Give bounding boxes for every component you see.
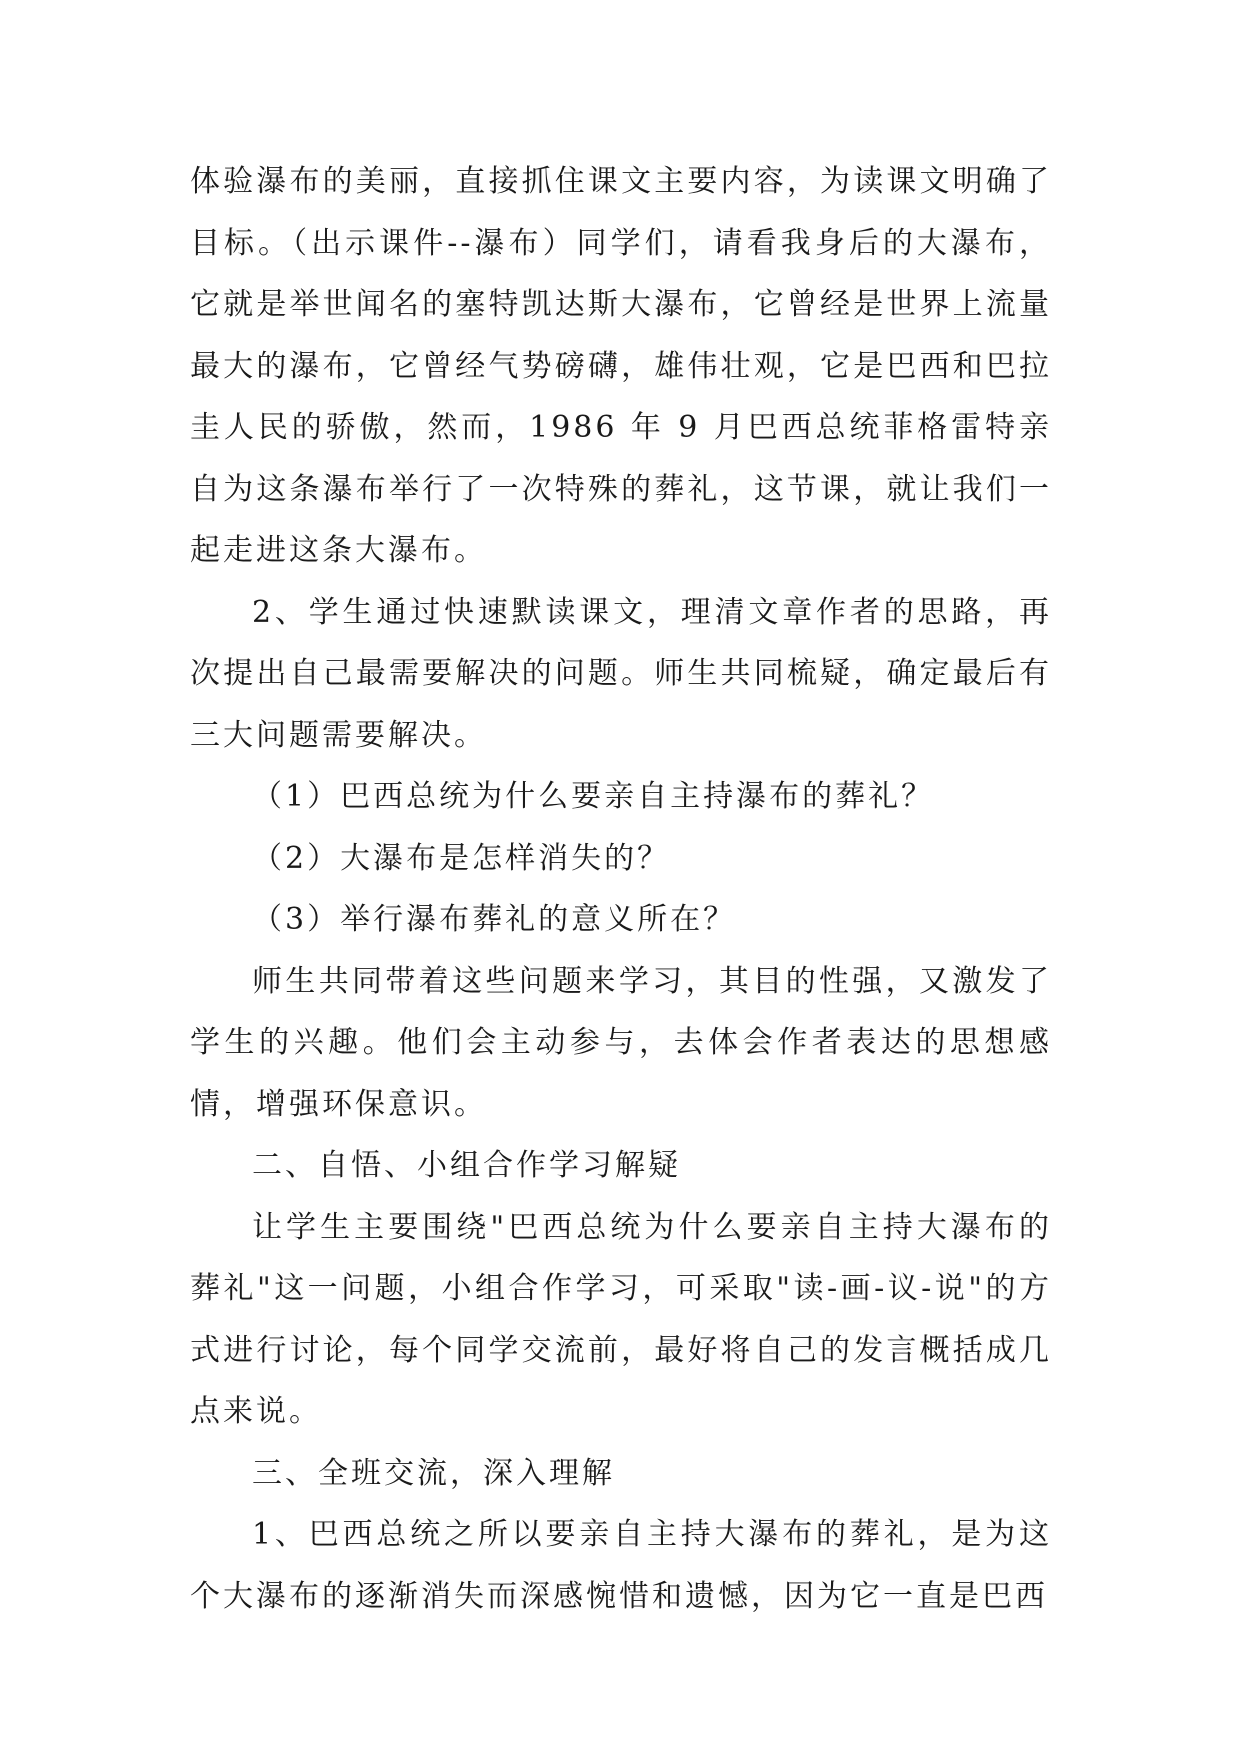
question-item-2: （2）大瀑布是怎样消失的？ <box>252 840 671 876</box>
paragraph-step-2: 2、学生通过快速默读课文，理清文章作者的思路，再次提出自己最需要解决的问题。师生共同梳疑，确定最后有三大问题需要解决。 <box>190 594 1052 753</box>
paragraph-step-3-1: 1、巴西总统之所以要亲自主持大瀑布的葬礼，是为这个大瀑布的逐渐消失而深感惋惜和遗憾，因为它一直是巴西 <box>190 1517 1052 1614</box>
section-heading-2: 二、自悟、小组合作学习解疑 <box>252 1148 681 1183</box>
question-item-3: （3）举行瀑布葬礼的意义所在？ <box>252 902 737 937</box>
paragraph-group-study: 让学生主要围绕"巴西总统为什么要亲自主持大瀑布的葬礼"这一问题，小组合作学习，可采取"读-画-议-说"的方式进行讨论，每个同学交流前，最好将自己的发言概括成几点来说。 <box>190 1209 1052 1429</box>
section-heading-3: 三、全班交流，深入理解 <box>252 1455 615 1491</box>
question-item-1: （1）巴西总统为什么要亲自主持瀑布的葬礼？ <box>252 779 935 814</box>
document-body <box>190 151 1052 1627</box>
paragraph-purpose: 师生共同带着这些问题来学习，其目的性强，又激发了学生的兴趣。他们会主动参与，去体会作者表达的思想感情，增强环保意识。 <box>190 963 1052 1122</box>
paragraph-intro-continued: 体验瀑布的美丽，直接抓住课文主要内容，为读课文明确了目标。（出示课件--瀑布）同学们，请看我身后的大瀑布，它就是举世闻名的塞特凯达斯大瀑布，它曾经是世界上流量最大的瀑布，它曾经气势磅礴，雄伟壮观，它是巴西和巴拉圭人民的骄傲，然而，1986 年 9 月巴西总统菲格雷特亲自为这条瀑布举行了一次特殊的葬礼，这节课，就让我们一起走进这条大瀑布。 <box>190 164 1052 568</box>
